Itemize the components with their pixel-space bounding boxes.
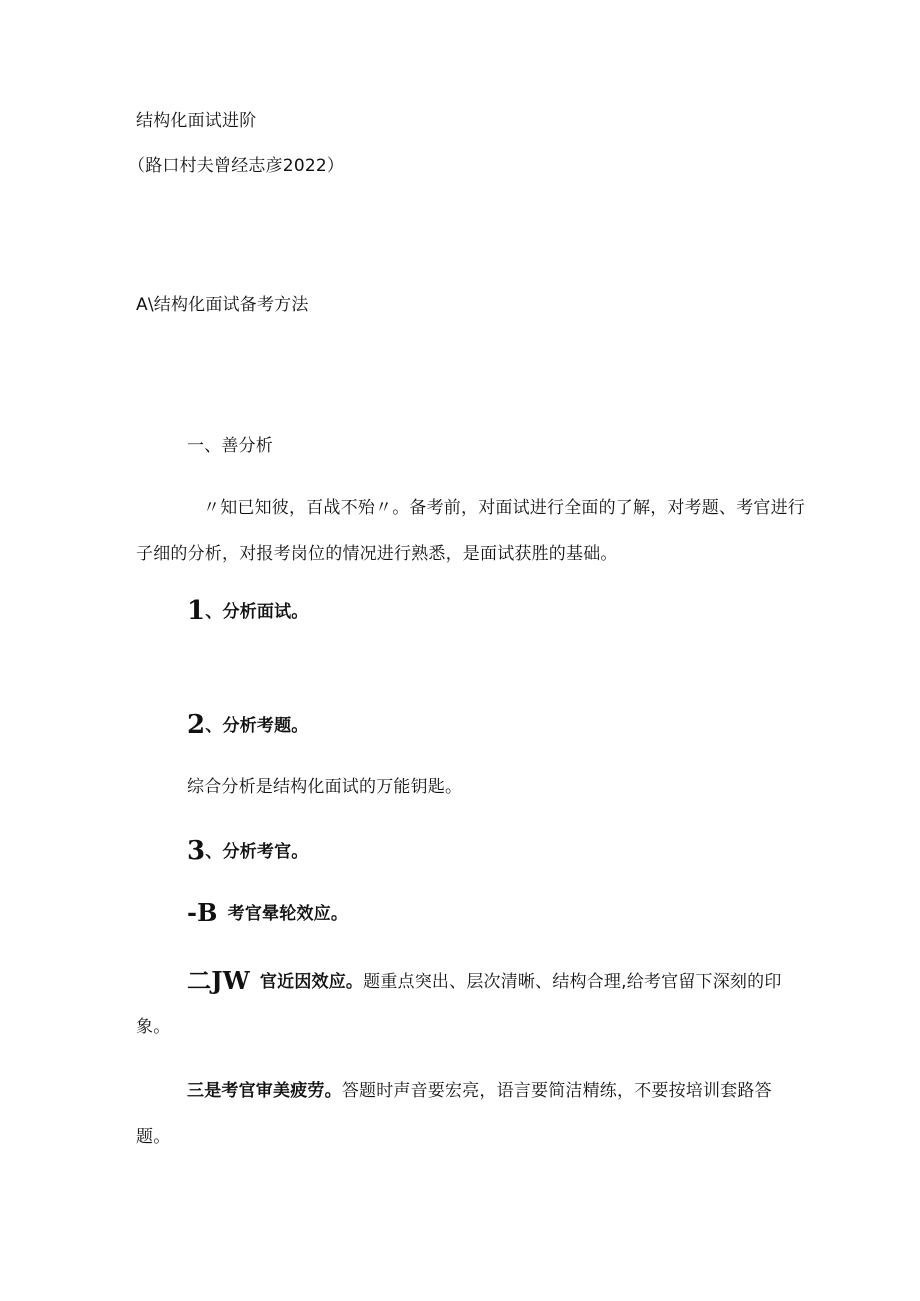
- effect-bold-text: 官近因效应。: [259, 972, 364, 992]
- doc-subtitle: （路口村夫曾经志彦2022）: [128, 156, 345, 176]
- effect-bold-text: 三是考官审美疲劳。: [187, 1081, 342, 1101]
- effect-recency: [187, 966, 782, 995]
- item-number: 2: [187, 710, 206, 740]
- effect-fatigue-cont: 题。: [136, 1127, 171, 1147]
- doc-title: 结构化面试进阶: [136, 111, 257, 131]
- effect-fatigue: [187, 1080, 772, 1102]
- item-number: 3: [187, 836, 206, 866]
- section-a-heading: A\结构化面试备考方法: [136, 295, 309, 315]
- effect-prefix: 二JW: [187, 966, 250, 995]
- item-analyze-examiners: [187, 836, 309, 866]
- effect-text: 考官晕轮效应。: [227, 904, 349, 924]
- item-text: 、分析考官。: [205, 842, 309, 862]
- intro-paragraph-line1: 〃知已知彼，百战不殆〃。备考前，对面试进行全面的了解，对考题、考官进行: [203, 498, 805, 518]
- effect-halo: [187, 898, 349, 927]
- item2-body-text: 综合分析是结构化面试的万能钥匙。: [187, 777, 463, 797]
- effect-prefix: -B: [187, 898, 218, 927]
- effect-rest-text: 答题时声音要宏亮，语言要简洁精练，不要按培训套路答: [341, 1081, 772, 1101]
- item-text: 、分析面试。: [205, 602, 309, 622]
- intro-paragraph-line2: 子细的分析，对报考岗位的情况进行熟悉，是面试获胜的基础。: [136, 544, 618, 564]
- part-one-heading: 一、善分析: [187, 436, 273, 456]
- item-analyze-questions: [187, 710, 309, 740]
- effect-rest-text: 题重点突出、层次清晰、结构合理,给考官留下深刻的印: [363, 972, 782, 992]
- item-number: 1: [187, 596, 206, 626]
- effect-recency-cont: 象。: [136, 1017, 171, 1037]
- item-text: 、分析考题。: [205, 716, 309, 736]
- item-analyze-interview: [187, 596, 309, 626]
